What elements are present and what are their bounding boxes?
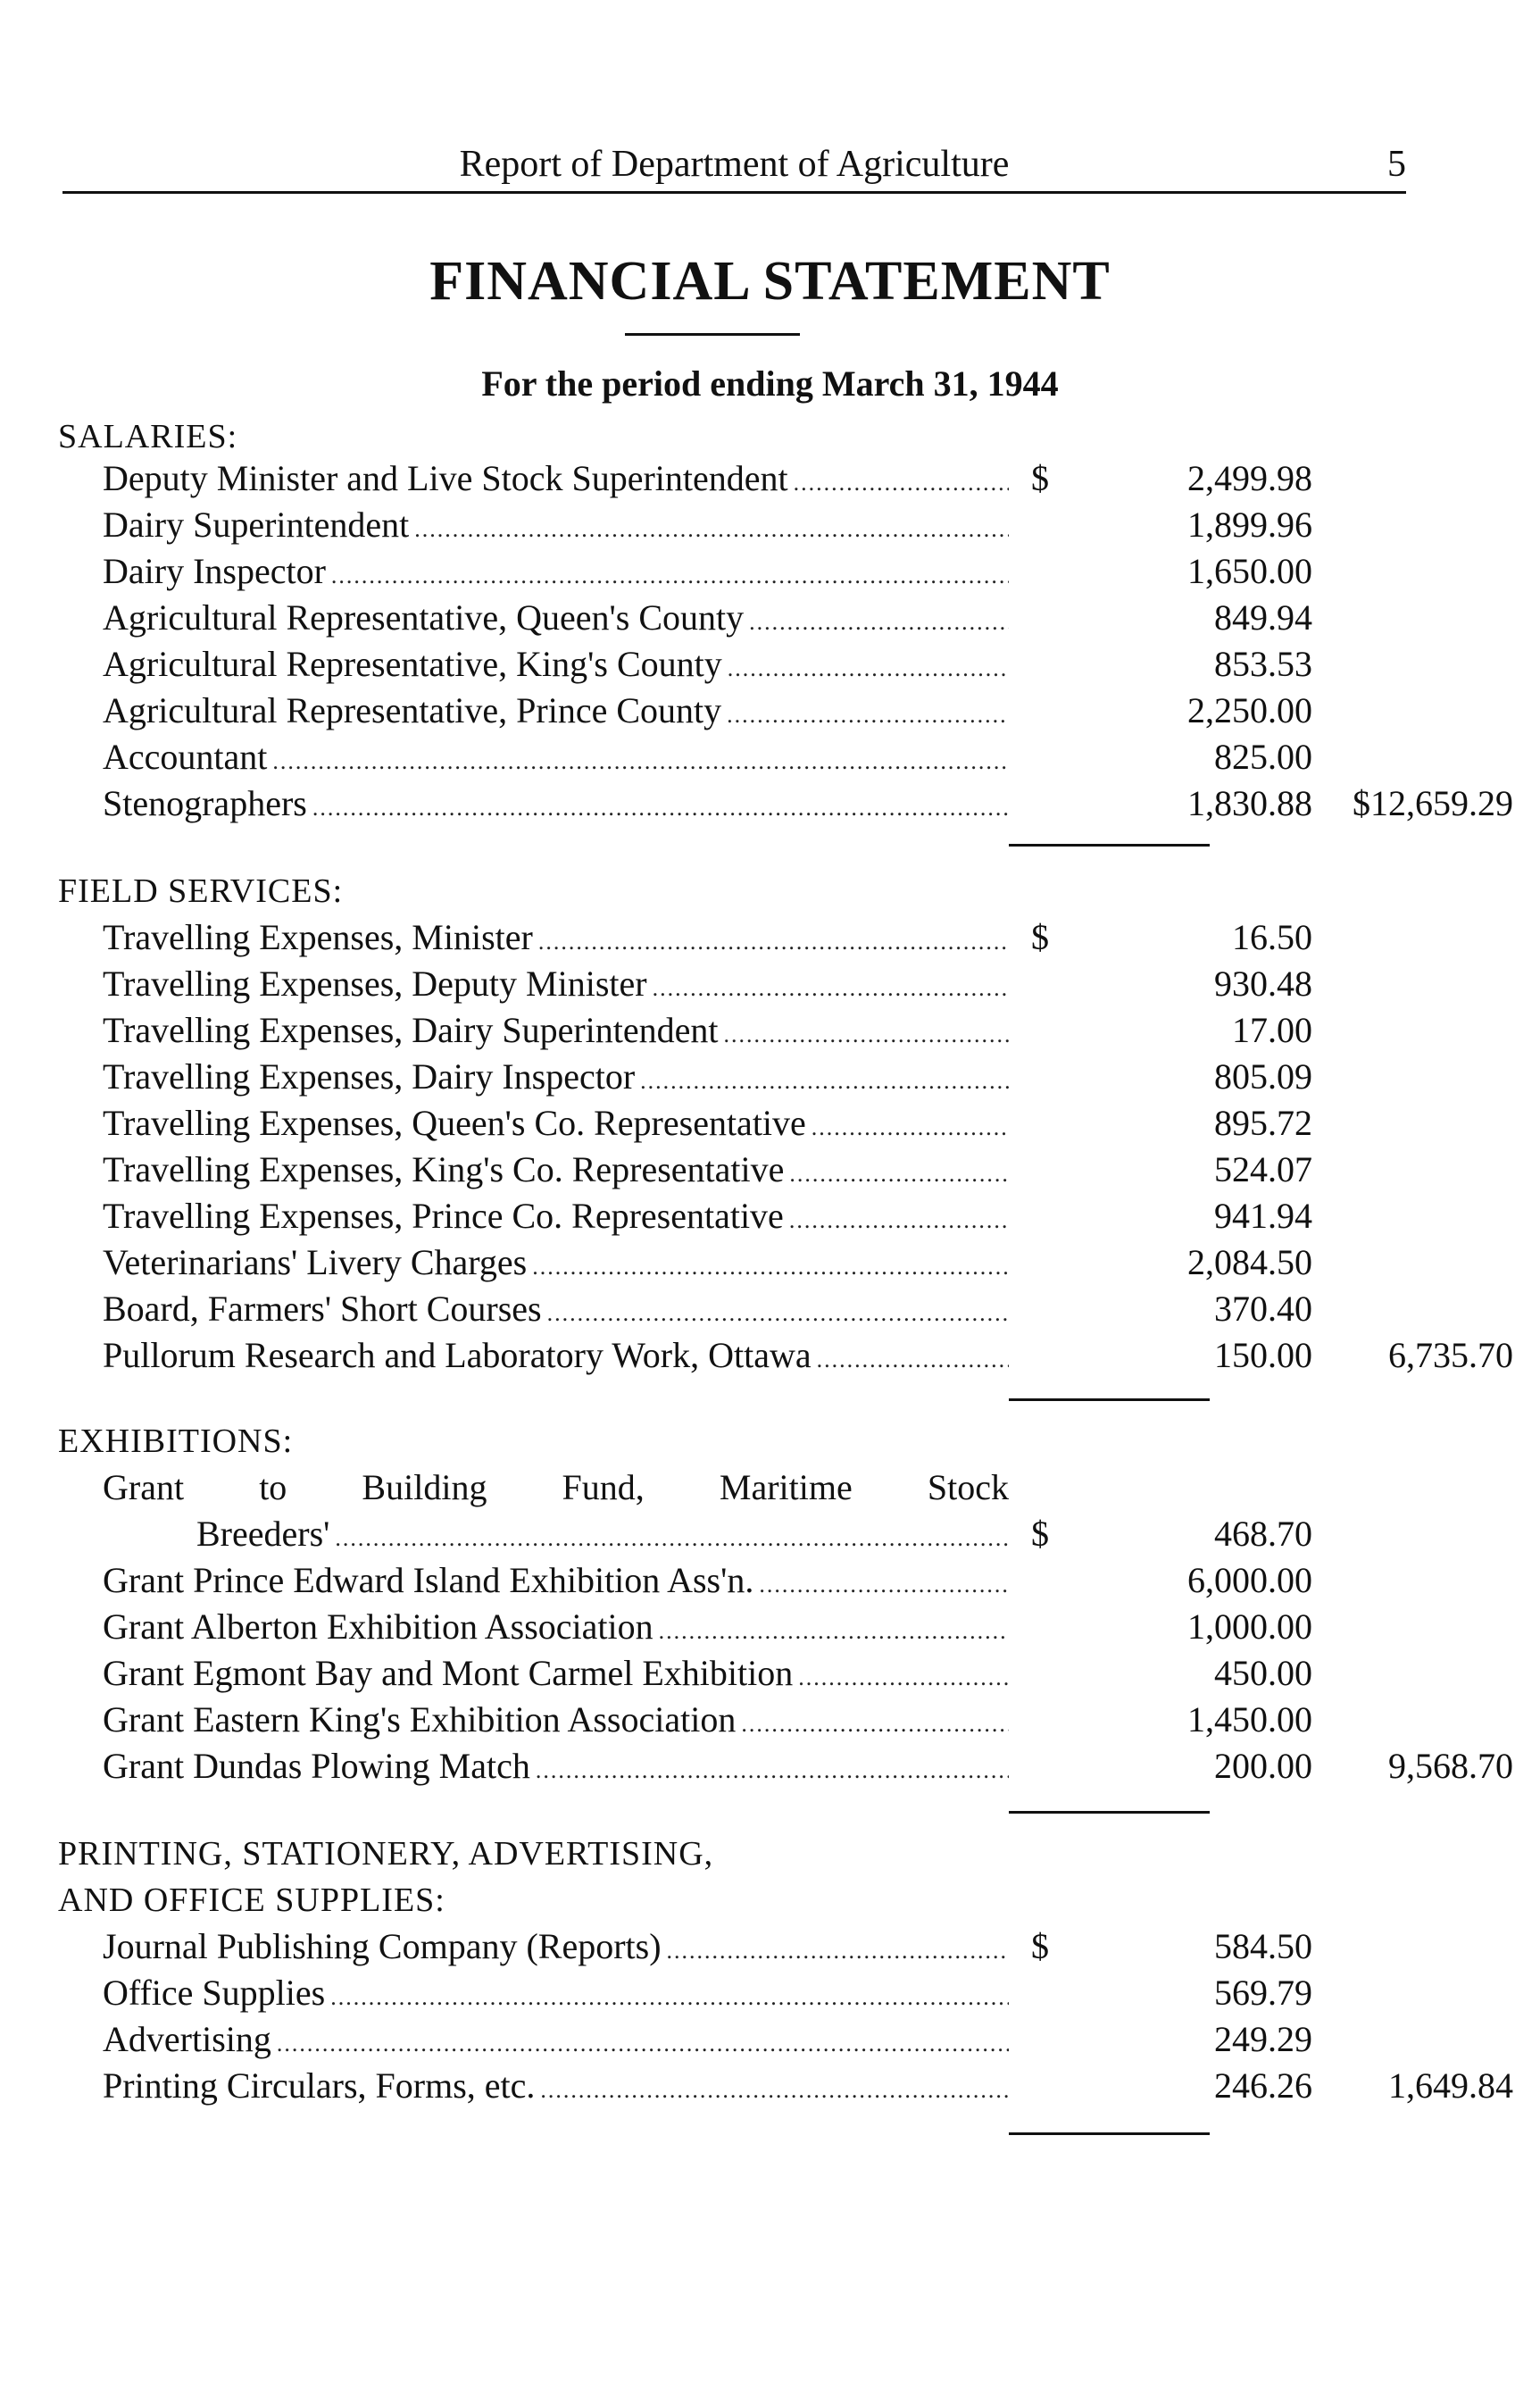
ledger-row <box>103 455 1428 502</box>
item-amount: 1,650.00 <box>1187 551 1312 591</box>
subtotal-rule <box>1009 844 1210 847</box>
subtotal-rule <box>1009 1398 1210 1401</box>
item-label: Travelling Expenses, Deputy Minister <box>103 964 647 1004</box>
item-label: Travelling Expenses, King's Co. Representative <box>103 1149 785 1189</box>
item-amount: 2,499.98 <box>1187 458 1312 498</box>
ledger-row <box>103 1970 1428 2016</box>
item-amount: 2,250.00 <box>1187 690 1312 730</box>
item-amount: 584.50 <box>1214 1926 1312 1966</box>
ledger-row <box>103 595 1428 641</box>
item-amount: 825.00 <box>1214 737 1312 777</box>
section-total: 9,568.70 <box>1388 1746 1513 1786</box>
ledger-row <box>103 1743 1513 1790</box>
item-label: Grant to Building Fund, Maritime Stock <box>103 1467 1009 1507</box>
item-label: Grant Egmont Bay and Mont Carmel Exhibition <box>103 1653 794 1693</box>
item-amount: 1,830.88 <box>1187 783 1312 823</box>
item-amount: 6,000.00 <box>1187 1560 1312 1600</box>
currency-sign: $ <box>1031 917 1049 957</box>
currency-sign: $ <box>1031 458 1049 498</box>
item-amount: 1,450.00 <box>1187 1699 1312 1739</box>
section-total: $12,659.29 <box>1353 783 1513 823</box>
item-label: Journal Publishing Company (Reports) <box>103 1926 662 1966</box>
item-label: Grant Alberton Exhibition Association <box>103 1606 653 1647</box>
subtotal-rule <box>1009 1811 1210 1814</box>
ledger-row <box>103 1332 1513 1379</box>
ledger-row <box>103 641 1428 688</box>
item-amount: 450.00 <box>1214 1653 1312 1693</box>
item-label: Grant Dundas Plowing Match <box>103 1746 530 1786</box>
item-label: Advertising <box>103 2019 271 2059</box>
subtotal-rule <box>1009 2132 1210 2135</box>
document-title: FINANCIAL STATEMENT <box>429 251 1111 312</box>
item-label: Pullorum Research and Laboratory Work, Ottawa <box>103 1335 812 1375</box>
item-label: Travelling Expenses, Prince Co. Representative <box>103 1196 784 1236</box>
item-amount: 17.00 <box>1232 1010 1312 1050</box>
item-amount: 246.26 <box>1214 2065 1312 2106</box>
item-label-continuation: Breeders' <box>196 1514 330 1554</box>
ledger-row <box>103 1697 1428 1743</box>
page-header <box>62 134 1406 194</box>
item-label: Grant Prince Edward Island Exhibition Ass'n. <box>103 1560 754 1600</box>
item-label: Grant Eastern King's Exhibition Association <box>103 1699 737 1739</box>
ledger-row-continuation <box>103 1511 1428 1557</box>
item-label: Office Supplies <box>103 1973 326 2013</box>
ledger-row <box>103 1464 1428 1511</box>
item-label: Travelling Expenses, Dairy Inspector <box>103 1056 636 1097</box>
section-heading-salaries: SALARIES: <box>58 418 238 455</box>
section-total: 6,735.70 <box>1388 1335 1513 1375</box>
item-label: Deputy Minister and Live Stock Superintendent <box>103 458 788 498</box>
ledger-row <box>103 688 1428 734</box>
item-amount: 370.40 <box>1214 1289 1312 1329</box>
item-amount: 468.70 <box>1214 1514 1312 1554</box>
ledger-row <box>103 914 1428 961</box>
item-label: Dairy Inspector <box>103 551 326 591</box>
section-heading-exhibitions: EXHIBITIONS: <box>58 1422 294 1460</box>
item-amount: 930.48 <box>1214 964 1312 1004</box>
ledger-row <box>103 1286 1428 1332</box>
item-label: Printing Circulars, Forms, etc. <box>103 2065 536 2106</box>
item-label: Board, Farmers' Short Courses <box>103 1289 542 1329</box>
section-heading-field-services: FIELD SERVICES: <box>58 872 344 910</box>
section-heading-printing-line2: AND OFFICE SUPPLIES: <box>58 1881 445 1919</box>
ledger-row <box>103 502 1428 548</box>
section-total: 1,649.84 <box>1388 2065 1513 2106</box>
item-amount: 200.00 <box>1214 1746 1312 1786</box>
ledger-row <box>103 1604 1428 1650</box>
item-amount: 1,899.96 <box>1187 505 1312 545</box>
item-label: Accountant <box>103 737 268 777</box>
ledger-row <box>103 1239 1428 1286</box>
item-label: Dairy Superintendent <box>103 505 410 545</box>
running-title: Report of Department of Agriculture <box>459 144 1010 185</box>
item-amount: 569.79 <box>1214 1973 1312 2013</box>
item-label: Travelling Expenses, Dairy Superintendent <box>103 1010 719 1050</box>
section-heading-printing: PRINTING, STATIONERY, ADVERTISING, <box>58 1835 714 1873</box>
title-divider <box>625 333 800 336</box>
currency-sign: $ <box>1031 1514 1049 1554</box>
item-amount: 805.09 <box>1214 1056 1312 1097</box>
item-label: Stenographers <box>103 783 307 823</box>
item-amount: 941.94 <box>1214 1196 1312 1236</box>
item-amount: 16.50 <box>1232 917 1312 957</box>
item-label: Travelling Expenses, Minister <box>103 917 533 957</box>
item-label: Agricultural Representative, King's County <box>103 644 722 684</box>
item-label: Veterinarians' Livery Charges <box>103 1242 528 1282</box>
ledger-row <box>103 1193 1428 1239</box>
item-label: Agricultural Representative, Prince County <box>103 690 722 730</box>
ledger-row <box>103 548 1428 595</box>
item-amount: 249.29 <box>1214 2019 1312 2059</box>
item-amount: 150.00 <box>1214 1335 1312 1375</box>
ledger-row <box>103 734 1428 780</box>
ledger-row <box>103 961 1428 1007</box>
ledger-row <box>103 1147 1428 1193</box>
ledger-row <box>103 1650 1428 1697</box>
ledger-row <box>103 2063 1513 2109</box>
item-label: Agricultural Representative, Queen's County <box>103 597 745 638</box>
item-amount: 849.94 <box>1214 597 1312 638</box>
ledger-row <box>103 1007 1428 1054</box>
ledger-row <box>103 1557 1428 1604</box>
item-amount: 524.07 <box>1214 1149 1312 1189</box>
item-amount: 853.53 <box>1214 644 1312 684</box>
currency-sign: $ <box>1031 1926 1049 1966</box>
ledger-row <box>103 1100 1428 1147</box>
item-amount: 2,084.50 <box>1187 1242 1312 1282</box>
ledger-row <box>103 780 1513 827</box>
item-amount: 895.72 <box>1214 1103 1312 1143</box>
ledger-row <box>103 2016 1428 2063</box>
page-number: 5 <box>1387 144 1406 185</box>
document-subtitle: For the period ending March 31, 1944 <box>481 363 1059 404</box>
ledger-row <box>103 1923 1428 1970</box>
ledger-row <box>103 1054 1428 1100</box>
item-amount: 1,000.00 <box>1187 1606 1312 1647</box>
item-label: Travelling Expenses, Queen's Co. Representative <box>103 1103 806 1143</box>
